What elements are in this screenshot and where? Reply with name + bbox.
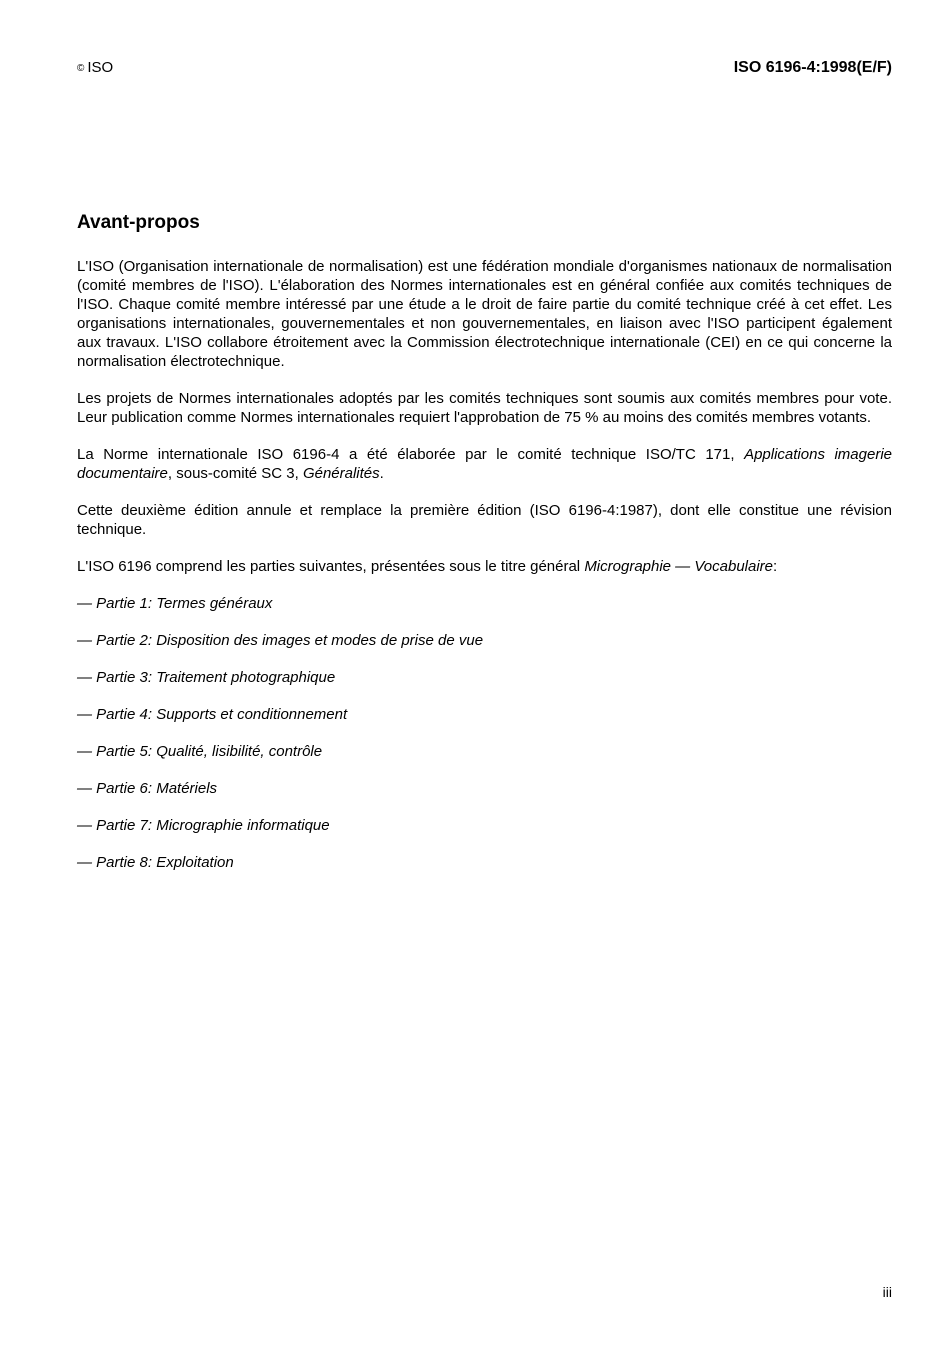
copyright-symbol: © <box>77 63 85 74</box>
subcommittee-title: Généralités <box>302 465 380 482</box>
foreword-paragraph-4: Cette deuxième édition annule et remplace la première édition (ISO 6196-4:1987), dont elle constitue une révision technique. <box>77 502 892 538</box>
para5-text-before: L'ISO 6196 comprend les parties suivantes, présentées sous le titre général <box>77 558 585 575</box>
committee-title: Applications imagerie documentaire <box>77 446 892 482</box>
general-title: Micrographie — Vocabulaire <box>584 558 774 575</box>
copyright-org: ISO <box>87 59 114 76</box>
page-number: iii <box>882 1284 892 1300</box>
foreword-paragraph-1: L'ISO (Organisation internationale de normalisation) est une fédération mondiale d'organismes nationaux de normalisation (comité membres de l'ISO). L'élaboration des Normes internationales est en général confiée aux comités techniques de l'ISO. Chaque comité membre intéressé par une étude a le droit de faire partie du comité technique créé à cet effet. Les organisations internationales, gouvernementales et non gouvernementales, en liaison avec l'ISO participent également aux travaux. L'ISO collabore étroitement avec la Commission électrotechnique internationale (CEI) en ce qui concerne la normalisation électrotechnique. <box>77 258 892 370</box>
para5-text-after: : <box>773 558 778 575</box>
list-item: — Partie 3: Traitement photographique <box>77 669 336 686</box>
foreword-title: Avant-propos <box>77 212 200 233</box>
foreword-paragraph-5 <box>77 557 892 576</box>
list-item: — Partie 4: Supports et conditionnement <box>77 706 348 723</box>
para3-text-middle: , sous-comité SC 3, <box>167 465 303 482</box>
list-item: — Partie 5: Qualité, lisibilité, contrôle <box>77 743 323 760</box>
list-item: — Partie 6: Matériels <box>77 780 218 797</box>
foreword-paragraph-2: Les projets de Normes internationales adoptés par les comités techniques sont soumis aux comités membres pour vote. Leur publication comme Normes internationales requiert l'approbation de 75 % au moins des comités membres votants. <box>77 390 892 426</box>
standard-id: ISO 6196-4:1998(E/F) <box>733 59 892 76</box>
foreword-section <box>77 211 892 890</box>
para3-text-before: La Norme internationale ISO 6196-4 a été élaborée par le comité technique ISO/TC 171, <box>77 446 745 463</box>
foreword-paragraph-3 <box>77 445 892 483</box>
list-item: — Partie 1: Termes généraux <box>77 595 273 612</box>
list-item: — Partie 7: Micrographie informatique <box>77 817 330 834</box>
copyright-notice <box>77 59 113 76</box>
parts-list <box>77 594 892 872</box>
para3-text-after: . <box>379 465 384 482</box>
list-item: — Partie 8: Exploitation <box>77 854 234 871</box>
list-item: — Partie 2: Disposition des images et modes de prise de vue <box>77 632 484 649</box>
